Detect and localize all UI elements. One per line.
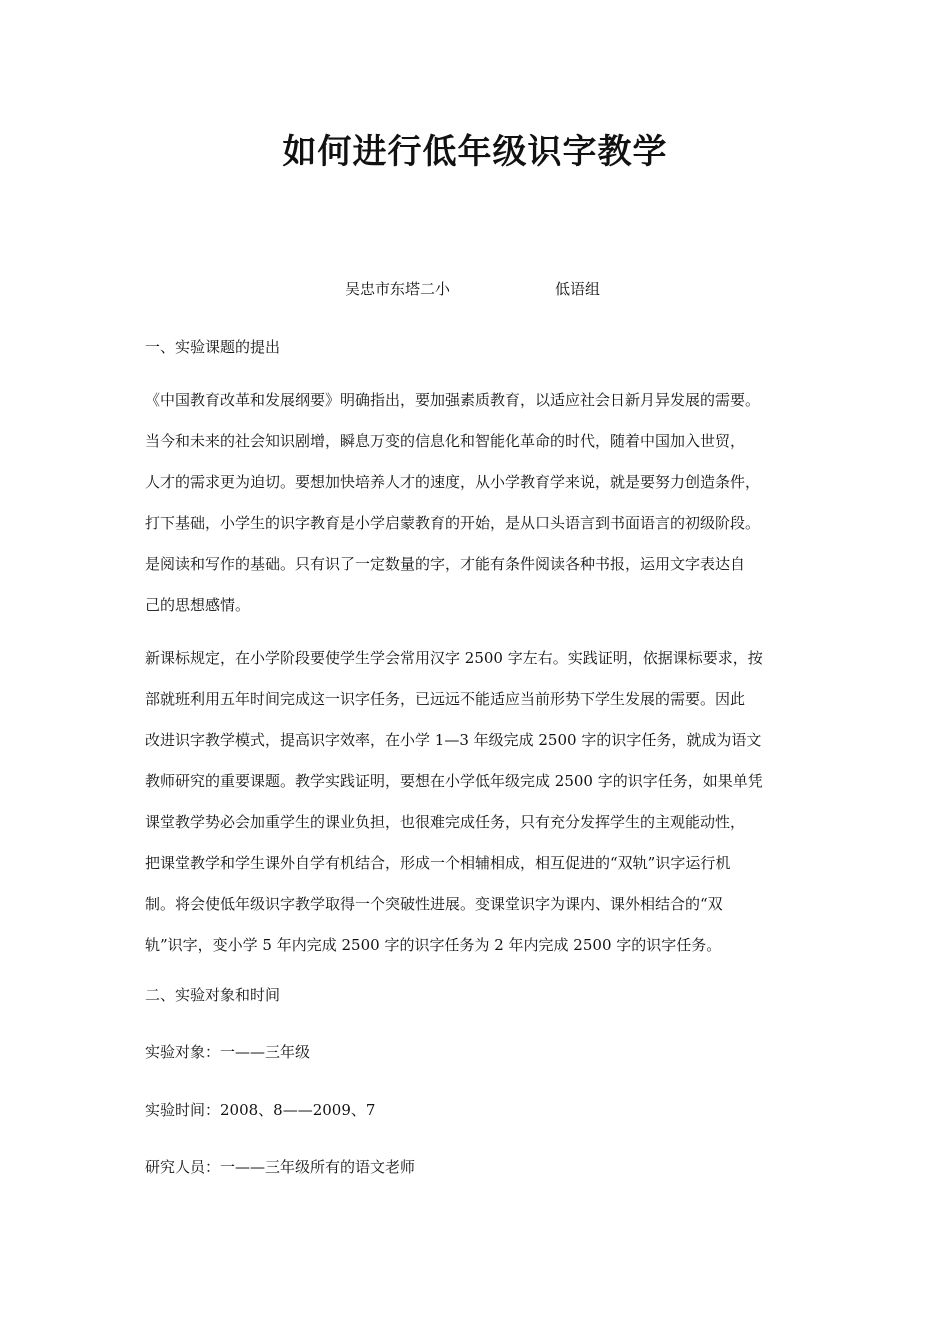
- paragraph-line: 人才的需求更为迫切。要想加快培养人才的速度，从小学教育学来说，就是要努力创造条件，: [145, 473, 761, 491]
- document-title: 如何进行低年级识字教学: [282, 132, 668, 172]
- experiment-time: 实验时间：2008、8——2009、7: [145, 1101, 376, 1119]
- paragraph-line: 己的思想感情。: [145, 596, 251, 614]
- researchers: 研究人员：一——三年级所有的语文老师: [145, 1158, 416, 1176]
- paragraph-line: 当今和未来的社会知识剧增，瞬息万变的信息化和智能化革命的时代，随着中国加入世贸，: [145, 432, 746, 450]
- byline-school: 吴忠市东塔二小: [345, 280, 451, 298]
- paragraph-line: 《中国教育改革和发展纲要》明确指出，要加强素质教育，以适应社会日新月异发展的需要。: [145, 391, 761, 409]
- paragraph-line: 轨”识字，变小学 5 年内完成 2500 字的识字任务为 2 年内完成 2500 字的识字任务。: [145, 936, 722, 954]
- paragraph-line: 课堂教学势必会加重学生的课业负担，也很难完成任务，只有充分发挥学生的主观能动性，: [145, 813, 746, 831]
- paragraph-line: 打下基础，小学生的识字教育是小学启蒙教育的开始，是从口头语言到书面语言的初级阶段。: [145, 514, 761, 532]
- paragraph-1: [145, 380, 810, 626]
- byline-group: 低语组: [555, 280, 601, 298]
- paragraph-2: [145, 638, 810, 966]
- paragraph-line: 是阅读和写作的基础。只有识了一定数量的字，才能有条件阅读各种书报，运用文字表达自: [145, 555, 746, 573]
- section-heading-2: 二、实验对象和时间: [145, 986, 281, 1004]
- paragraph-line: 把课堂教学和学生课外自学有机结合，形成一个相辅相成，相互促进的“双轨”识字运行机: [145, 854, 731, 872]
- paragraph-line: 改进识字教学模式，提高识字效率，在小学 1—3 年级完成 2500 字的识字任务，就成为语文: [145, 731, 762, 749]
- byline: [0, 276, 950, 302]
- paragraph-line: 新课标规定，在小学阶段要使学生学会常用汉字 2500 字左右。实践证明，依据课标要求，按: [145, 649, 763, 667]
- paragraph-line: 教师研究的重要课题。教学实践证明，要想在小学低年级完成 2500 字的识字任务，如果单凭: [145, 772, 763, 790]
- paragraph-line: 制。将会使低年级识字教学取得一个突破性进展。变课堂识字为课内、课外相结合的“双: [145, 895, 723, 913]
- paragraph-line: 部就班利用五年时间完成这一识字任务，已远远不能适应当前形势下学生发展的需要。因此: [145, 690, 746, 708]
- section-heading-1: 一、实验课题的提出: [145, 338, 281, 356]
- experiment-subject: 实验对象：一——三年级: [145, 1043, 311, 1061]
